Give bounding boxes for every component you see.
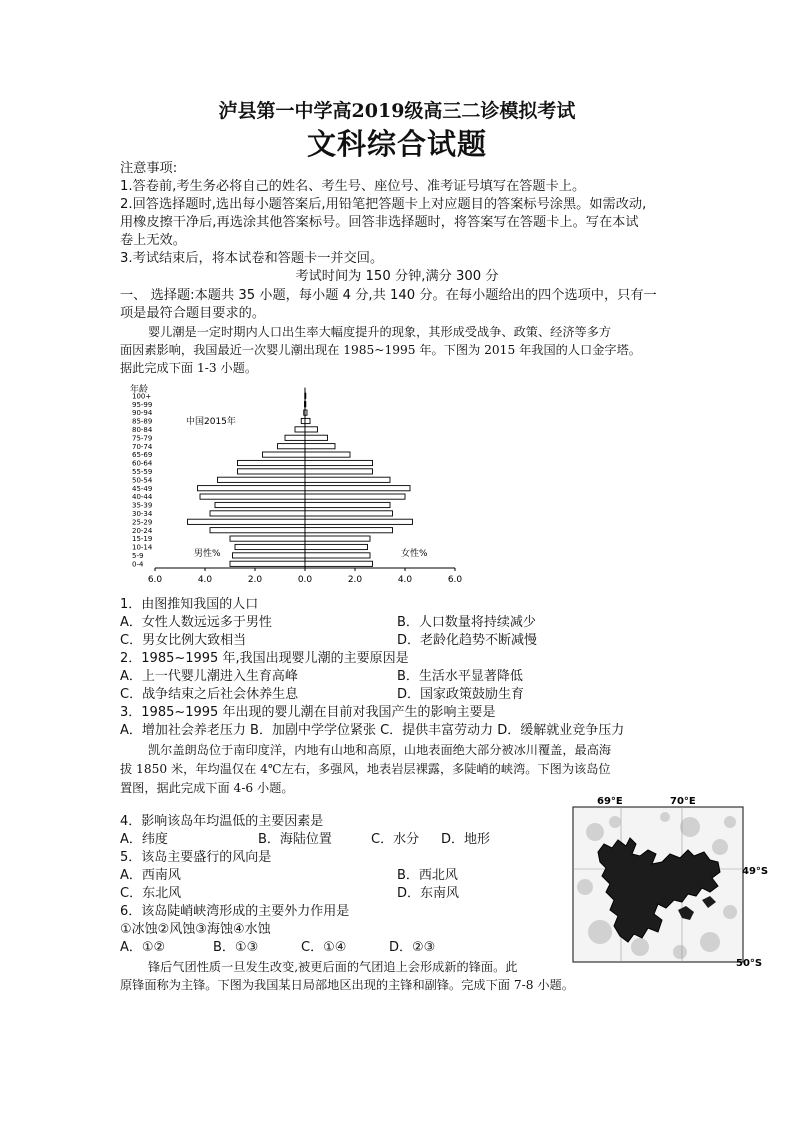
age-group-label: 60-64	[132, 459, 153, 468]
q4-option-d: D．地形	[441, 832, 491, 847]
age-group-label: 55-59	[132, 468, 153, 476]
age-group-label: 80-84	[132, 426, 153, 434]
male-bar	[235, 544, 305, 549]
x-tick-label: 4.0	[397, 575, 413, 585]
female-bar	[305, 460, 373, 465]
female-bar	[305, 452, 350, 457]
female-bar	[305, 544, 368, 549]
female-bar	[305, 418, 310, 423]
male-bar	[238, 460, 306, 465]
paper-title: 文科综合试题	[306, 127, 487, 161]
notice-line-1: 1.答卷前,考生务必将自己的姓名、考生号、座位号、准考证号填写在答题卡上。	[120, 179, 586, 194]
male-bar	[233, 553, 306, 558]
age-group-label: 5-9	[132, 552, 144, 560]
q2-option-b: B．生活水平显著降低	[397, 669, 523, 684]
female-bar	[305, 427, 318, 432]
q1-stem: 1．由图推知我国的人口	[120, 597, 259, 612]
male-bar	[285, 435, 305, 440]
female-bar	[305, 502, 390, 507]
female-bar	[305, 410, 307, 415]
female-bar	[305, 528, 393, 533]
male-bar	[230, 536, 305, 541]
q2-option-c: C．战争结束之后社会休养生息	[120, 687, 299, 702]
male-bar	[263, 452, 306, 457]
q3-stem: 3．1985~1995 年出现的婴儿潮在目前对我国产生的影响主要是	[120, 705, 496, 720]
male-bar	[295, 427, 305, 432]
female-bar	[305, 494, 405, 499]
age-group-label: 45-49	[132, 484, 153, 493]
passage-1-line-2: 面因素影响，我国最近一次婴儿潮出现在 1985~1995 年。下图为 2015 年我国的人口金字塔。	[120, 343, 641, 357]
passage-2-line-2: 拔 1850 米，年均温仅在 4℃左右，多强风，地表岩层裸露，多陡峭的峡湾。下图为该岛位	[120, 762, 611, 776]
q6-stem: 6．该岛陡峭峡湾形成的主要外力作用是	[120, 904, 350, 919]
male-bar	[198, 486, 306, 491]
female-label: 女性%	[401, 549, 428, 559]
female-bar	[305, 469, 373, 474]
age-group-label: 65-69	[132, 451, 153, 460]
age-group-label: 10-14	[132, 543, 153, 552]
q4-option-a: A．纬度	[120, 832, 168, 847]
female-bar	[305, 393, 306, 398]
male-bar	[210, 528, 305, 533]
passage-3-line-2: 原锋面称为主锋。下图为我国某日局部地区出现的主锋和副锋。完成下面 7-8 小题。	[120, 978, 574, 992]
female-bar	[305, 511, 393, 516]
male-bar	[278, 444, 306, 449]
q4-stem: 4．影响该岛年均温低的主要因素是	[120, 814, 324, 829]
q4-option-c: C．水分	[371, 832, 420, 847]
y-axis-label: 年龄	[130, 385, 149, 395]
q3-options: A．增加社会养老压力 B．加剧中学学位紧张 C．提供丰富劳动力 D．缓解就业竞争压力	[120, 723, 625, 738]
longitude-70: 70°E	[670, 796, 696, 807]
passage-2-line-1: 凯尔盖朗岛位于南印度洋，内地有山地和高原，山地表面绝大部分被冰川覆盖，最高海	[148, 743, 612, 757]
age-group-label: 40-44	[132, 493, 153, 502]
age-group-label: 75-79	[132, 434, 153, 443]
passage-3-line-1: 锋后气团性质一旦发生改变,被更后面的气团追上会形成新的锋面。此	[148, 960, 518, 974]
age-group-label: 95-99	[132, 400, 153, 409]
notice-line-2b: 用橡皮擦干净后,再选涂其他答案标号。回答非选择题时，将答案写在答题卡上。写在本试	[120, 215, 639, 230]
x-tick-label: 6.0	[447, 575, 463, 585]
q5-option-b: B．西北风	[397, 868, 458, 883]
female-bar	[305, 435, 328, 440]
female-bar	[305, 561, 373, 566]
x-tick-label: 0.0	[297, 575, 313, 585]
q6-option-d: D．②③	[389, 940, 436, 955]
x-tick-label: 6.0	[147, 575, 163, 585]
female-bar	[305, 553, 370, 558]
q5-stem: 5．该岛主要盛行的风向是	[120, 850, 272, 865]
q5-option-a: A．西南风	[120, 868, 181, 883]
q5-option-c: C．东北风	[120, 886, 182, 901]
x-tick-label: 2.0	[347, 575, 363, 585]
q2-option-a: A．上一代婴儿潮进入生育高峰	[120, 669, 298, 684]
q6-items: ①冰蚀②风蚀③海蚀④水蚀	[120, 922, 271, 937]
q1-option-c: C．男女比例大致相当	[120, 633, 247, 648]
q4-option-b: B．海陆位置	[258, 832, 332, 847]
notice-line-2c: 卷上无效。	[120, 233, 186, 248]
q6-option-a: A．①②	[120, 940, 166, 955]
exam-time: 考试时间为 150 分钟,满分 300 分	[295, 269, 499, 284]
kerguelen-island-map	[570, 792, 770, 974]
notice-line-3: 3.考试结束后，将本试卷和答题卡一并交回。	[120, 251, 384, 266]
q1-option-a: A．女性人数远远多于男性	[120, 615, 272, 630]
female-bar	[305, 536, 370, 541]
exam-title: 泸县第一中学高2019级高三二诊模拟考试	[218, 100, 576, 122]
age-group-label: 15-19	[132, 535, 153, 544]
section-heading: 一、 选择题:本题共 35 小题，每小题 4 分,共 140 分。在每小题给出的四个选项中，只有一	[120, 288, 657, 303]
female-bar	[305, 477, 390, 482]
x-tick-label: 4.0	[197, 575, 213, 585]
female-bar	[305, 402, 306, 407]
x-tick-label: 2.0	[247, 575, 263, 585]
male-bar	[230, 561, 305, 566]
age-group-label: 90-94	[132, 409, 153, 418]
age-group-label: 25-29	[132, 518, 153, 527]
age-group-label: 100+	[132, 392, 152, 401]
chart-title: 中国2015年	[186, 417, 236, 427]
q6-option-c: C．①④	[301, 940, 347, 955]
female-bar	[305, 486, 410, 491]
passage-1-line-3: 据此完成下面 1-3 小题。	[120, 361, 258, 375]
female-bar	[305, 519, 413, 524]
male-bar	[200, 494, 305, 499]
male-bar	[301, 418, 305, 423]
latitude-49: 49°S	[742, 866, 769, 877]
male-bar	[218, 477, 306, 482]
q1-option-b: B．人口数量将持续减少	[397, 615, 536, 630]
female-bar	[305, 444, 335, 449]
longitude-69: 69°E	[597, 796, 623, 807]
section-heading-cont: 项是最符合题目要求的。	[120, 306, 266, 321]
age-group-label: 0-4	[132, 560, 144, 569]
passage-1-line-1: 婴儿潮是一定时期内人口出生率大幅度提升的现象，其形成受战争、政策、经济等多方	[148, 325, 612, 339]
age-group-label: 30-34	[132, 510, 153, 518]
q2-option-d: D．国家政策鼓励生育	[397, 687, 525, 702]
age-group-label: 85-89	[132, 417, 153, 426]
notice-line-2a: 2.回答选择题时,选出每小题答案后,用铅笔把答题卡上对应题目的答案标号涂黑。如需改动,	[120, 197, 647, 212]
q5-option-d: D．东南风	[397, 886, 460, 901]
notice-heading: 注意事项:	[120, 161, 178, 176]
age-group-label: 20-24	[132, 526, 153, 535]
latitude-50: 50°S	[736, 958, 763, 969]
male-label: 男性%	[194, 549, 221, 559]
age-group-label: 50-54	[132, 476, 153, 485]
q6-option-b: B．①③	[213, 940, 259, 955]
age-group-label: 70-74	[132, 442, 153, 451]
male-bar	[210, 511, 305, 516]
male-bar	[188, 519, 306, 524]
passage-2-line-3: 置图，据此完成下面 4-6 小题。	[120, 781, 294, 795]
male-bar	[238, 469, 306, 474]
population-pyramid-chart	[118, 378, 468, 590]
age-group-label: 35-39	[132, 501, 153, 510]
q1-option-d: D．老龄化趋势不断减慢	[397, 633, 538, 648]
male-bar	[215, 502, 305, 507]
q2-stem: 2．1985~1995 年,我国出现婴儿潮的主要原因是	[120, 651, 409, 666]
